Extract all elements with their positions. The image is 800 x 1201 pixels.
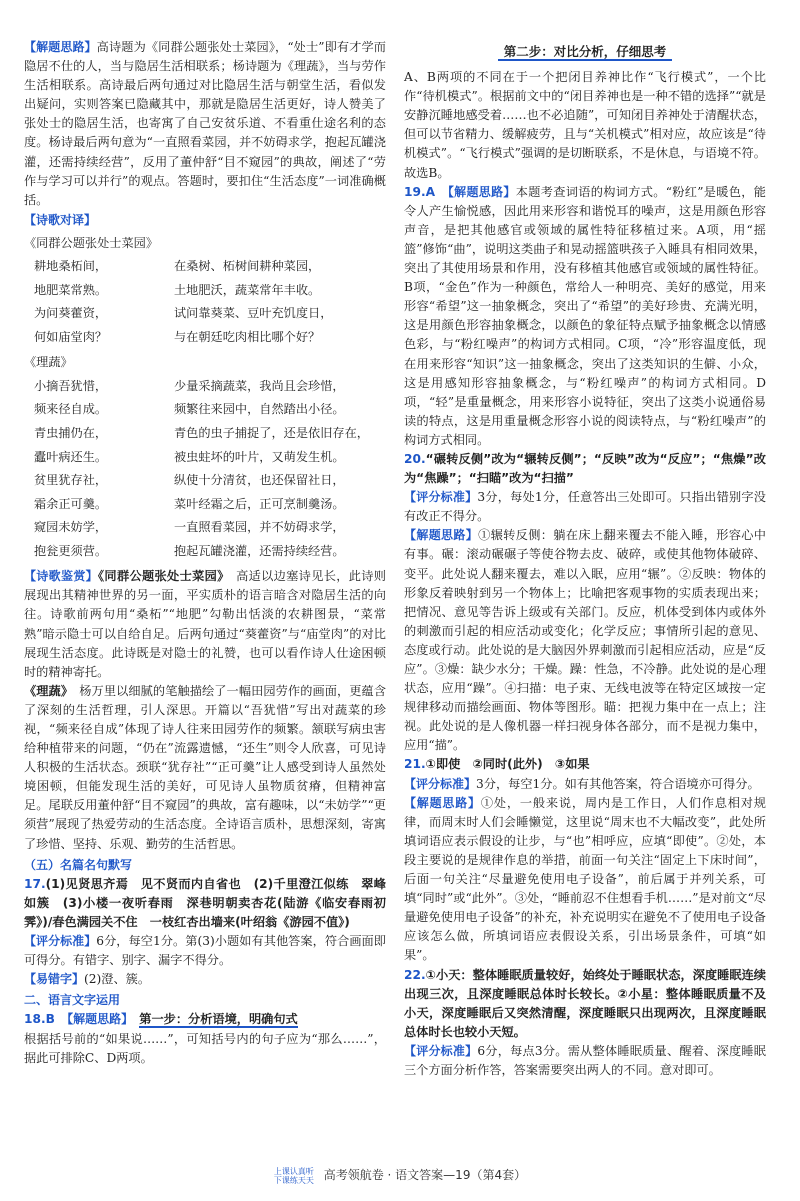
left-column [24, 38, 386, 1068]
poem-translation-heading: 【诗歌对译】 [24, 212, 97, 227]
q21-analysis: 【解题思路】①处，一般来说，周内是工作日，人们作息相对规律，而周末时人们会睡懒觉，这里说“周末也不大幅改变”，此处所填词语应表示假设的让步，与“也”相呼应，应填“即使”。②处，本段主要说的是规律作息的举措，前面一句关注“固定上下床时间”，后面一句关注“尽量避免使用电子设备”，前后属于并列关系，可填“同时”或“此外”。③处，“睡前忍不住想看手机……”是对前文“尽量避免使用电子设备”的补充，补充说明实在避免不了使用电子设备应该怎么做，所填词语应表假设关系，引出场景条件，可填“如果”。 [404, 795, 766, 963]
poem-line: 为问葵藿资， 试问靠葵菜、豆叶充饥度日， [34, 306, 333, 321]
q21-answer: 21.①即使 ②同时(此外) ③如果 [404, 757, 590, 772]
poem-line: 频来径自成。 频繁往来园中，自然踏出小径。 [34, 402, 345, 417]
q17-typos: 【易错字】(2)澄、簇。 [24, 972, 151, 987]
appreciation-1: 【诗歌鉴赏】《同群公题张处士菜园》 高适以边塞诗见长，此诗则展现出其精神世界的另一面，平实质朴的语言暗含对隐居生活的向往。诗歌前两句用“桑柘”“地肥”勾勒出恬淡的农耕图景，“菜常熟”暗示隐士可以自给自足。后两句通过“葵藿资”与“庙堂肉”的对比展现生活态度。此诗既是对隐士的礼赞，也可以看作诗人仕途困顿时的精神寄托。 [24, 569, 386, 679]
q18-header: 18.B 【解题思路】 第一步：分析语境，明确句式 [24, 1012, 298, 1027]
poem-line: 抱瓮更须营。 抱起瓦罐浇灌，还需持续经营。 [34, 543, 345, 558]
poem-line: 地肥菜常熟。 土地肥沃，蔬菜常年丰收。 [34, 282, 321, 297]
poem2-translation [24, 375, 386, 564]
q18-continued: A、B两项的不同在于一个把闭目养神比作“飞行模式”，一个比作“待机模式”。根据前文中的“闭目养神也是一种不错的选择”“就是安静沉睡地感受着……也不必追随”，可知闭目养神处于清醒状态，但可以节省精力、缓解疲劳，且与“关机模式”相对应，故应该是“待机模式”。“飞行模式”强调的是切断联系，不是休息，与语境不符。故选B。 [404, 70, 766, 180]
q16-analysis [24, 38, 386, 210]
q17-answer: 17.(1)见贤思齐焉 见不贤而内自省也 (2)千里澄江似练 翠峰如簇 (3)小楼一夜听春雨 深巷明朝卖杏花(陆游《临安春雨初霁》)/春色满园关不住 一枝红杏出墙来(叶绍翁《游园不值》) [24, 876, 386, 929]
right-column [404, 40, 766, 1080]
q20-analysis: 【解题思路】①辗转反侧：躺在床上翻来覆去不能入睡，形容心中有事。碾：滚动碾碾子等使谷物去皮、破碎，或使其他物体破碎、变平。此处说人翻来覆去，难以入眠，应用“辗”。②反映：物体的形象反着映射到另一个物体上；比喻把客观事物的实质表现出来；把情况、意见等告诉上级或有关部门。反应，机体受到体内或体外的刺激而引起的相应活动或变化；化学反应；事情所引起的意见、态度或行动。此处说的是大脑因外界刺激而引起相应活动，应是“反应”。③燥：缺少水分；干燥。躁：性急，不冷静。此处说的是心理状态，应用“躁”。④扫描：电子束、无线电波等在特定区域按一定规律移动而描绘画面、物体等图形。瞄：把视力集中在一点上；注视。此处说的是人像机器一样扫视身体各部分，而不是视力集中，应用“描”。 [404, 528, 766, 753]
poem-line: 蠹叶病还生。 被虫蛀坏的叶片，又萌发生机。 [34, 449, 345, 464]
q18-text: 根据括号前的“如果说……”，可知括号内的句子应为“那么……”，据此可排除C、D两项。 [24, 1031, 386, 1065]
analysis-tag: 【解题思路】 [24, 40, 97, 54]
section-five-heading: （五）名篇名句默写 [24, 857, 133, 872]
poem-line: 青虫捕仍在， 青色的虫子捕捉了，还是依旧存在， [34, 425, 369, 440]
publisher-logo-icon: 上课认真听 下课练天天 [273, 1166, 314, 1185]
poem-line: 霜余正可羹。 菜叶经霜之后，正可烹制羹汤。 [34, 496, 345, 511]
q20-answer: 20.“碾转反侧”改为“辗转反侧”；“反映”改为“反应”；“焦燥”改为“焦躁”；“扫瞄”改为“扫描” [404, 451, 766, 486]
poem-line: 贫里犹存社， 纵使十分清贫，也还保留社日， [34, 473, 345, 488]
poem-line: 何如庙堂肉？ 与在朝廷吃肉相比哪个好？ [34, 330, 321, 345]
appreciation-2: 《理蔬》 杨万里以细腻的笔触描绘了一幅田园劳作的画面，更蕴含了深刻的生活哲理，引人深思。开篇以“吾犹惜”写出对蔬菜的珍视，“频来径自成”体现了诗人往来田园劳作的频繁。颔联写病虫害给种植带来的问题，“仍在”流露遗憾，“还生”则令人欣喜，可见诗人积极的生活状态。颈联“犹存社”“正可羹”让人感受到诗人虽然处境困顿，但能发现生活的美好，可见诗人虽物质贫瘠，但精神富足。尾联反用董仲舒“目不窥园”的典故，富有趣味，以“未妨学”“更须营”展现了热爱劳动的生活态度。全诗语言质朴，思想深刻，寄寓了珍惜、坚持、乐观、勤劳的生活哲思。 [24, 683, 387, 851]
q22-standard: 【评分标准】6分，每点3分。需从整体睡眠质量、醒着、深度睡眠三个方面分析作答，答案需要突出两人的不同。意对即可。 [404, 1043, 766, 1077]
footer-text: 高考领航卷 · 语文答案—19（第4套） [323, 1168, 527, 1182]
q17-standard: 【评分标准】6分，每空1分。第(3)小题如有其他答案，符合画面即可得分。有错字、别字、漏字不得分。 [24, 934, 386, 968]
q18-step1: 第一步：分析语境，明确句式 [139, 1012, 298, 1027]
poem-line: 耕地桑柘间， 在桑树、柘树间耕种菜园， [34, 259, 321, 274]
analysis-text: 高诗题为《同群公题张处士菜园》，“处士”即有才学而隐居不仕的人，当与隐居生活相联系；杨诗题为《理蔬》，当与劳作生活相联系。高诗最后两句通过对比隐居生活与朝堂生活，看似发出疑问，实则答案已隐藏其中，那就是隐居生活更好，诗人赞美了张处士的隐居生活，也寄寓了自己安贫乐道、不看重仕途名利的态度。杨诗最后两句意为“一直照看菜园，并不妨碍求学，抱起瓦罐浇灌，还需持续经营”，反用了董仲舒“目不窥园”的典故，阐述了“劳作与学习可以并行”的观点。答题时，要扣住“生活态度”一词准确概括。 [24, 40, 386, 207]
q21-standard: 【评分标准】3分，每空1分。如有其他答案，符合语境亦可得分。 [404, 776, 760, 791]
poem-line: 小摘吾犹惜， 少量采摘蔬菜，我尚且会珍惜， [34, 378, 345, 393]
poem1-translation [24, 255, 386, 349]
section-two-heading: 二、语言文字运用 [24, 993, 121, 1008]
page-footer [0, 1166, 800, 1185]
poem-line: 窥园未妨学， 一直照看菜园，并不妨碍求学， [34, 520, 345, 535]
q22-answer: 22.①小天：整体睡眠质量较好，始终处于睡眠状态，深度睡眠连续出现三次，且深度睡眠总体时长较长。②小星：整体睡眠质量不及小天，深度睡眠后又突然清醒，深度睡眠只出现两次，且深度睡眠总体时长也较小天短。 [404, 967, 766, 1039]
poem2-title: 《理蔬》 [24, 355, 73, 370]
poem1-title: 《同群公题张处士菜园》 [24, 235, 159, 250]
q19: 19.A 【解题思路】本题考查词语的构词方式。“粉红”是暖色，能令人产生愉悦感，因此用来形容和谐悦耳的噪声，这是用颜色形容声音，是把其他感官或领域的属性特征移植过来。A项，用“摇篮”修饰“曲”，说明这类曲子和晃动摇篮哄孩子入睡具有相同效果，突出了其使用场景和作用，没有移植其他感官或领域的属性特征。B项，“金色”作为一种颜色，常给人一种明亮、美好的感觉，用来形容“希望”这一抽象概念，突出了“希望”的美好珍贵、充满光明，这是用颜色形容抽象概念，以颜色的象征特点赋予抽象概念以情感色彩，与“粉红噪声”的构词方式相同。C项，“冷”形容温度低，现在用来形容“知识”这一抽象概念，突出了这类知识的生僻、小众，这是用感知形容抽象概念，与“粉红噪声”的构词方式相同。D项，“轻”是重量概念，用来形容小说特征，突出了这类小说通俗易读的特点，这是用重量概念形容小说的阅读特点，与“粉红噪声”的构词方式相同。 [404, 184, 766, 447]
q20-standard: 【评分标准】3分，每处1分，任意答出三处即可。只指出错别字没有改正不得分。 [404, 490, 766, 524]
q18-step2: 第二步：对比分析，仔细思考 [404, 42, 766, 62]
